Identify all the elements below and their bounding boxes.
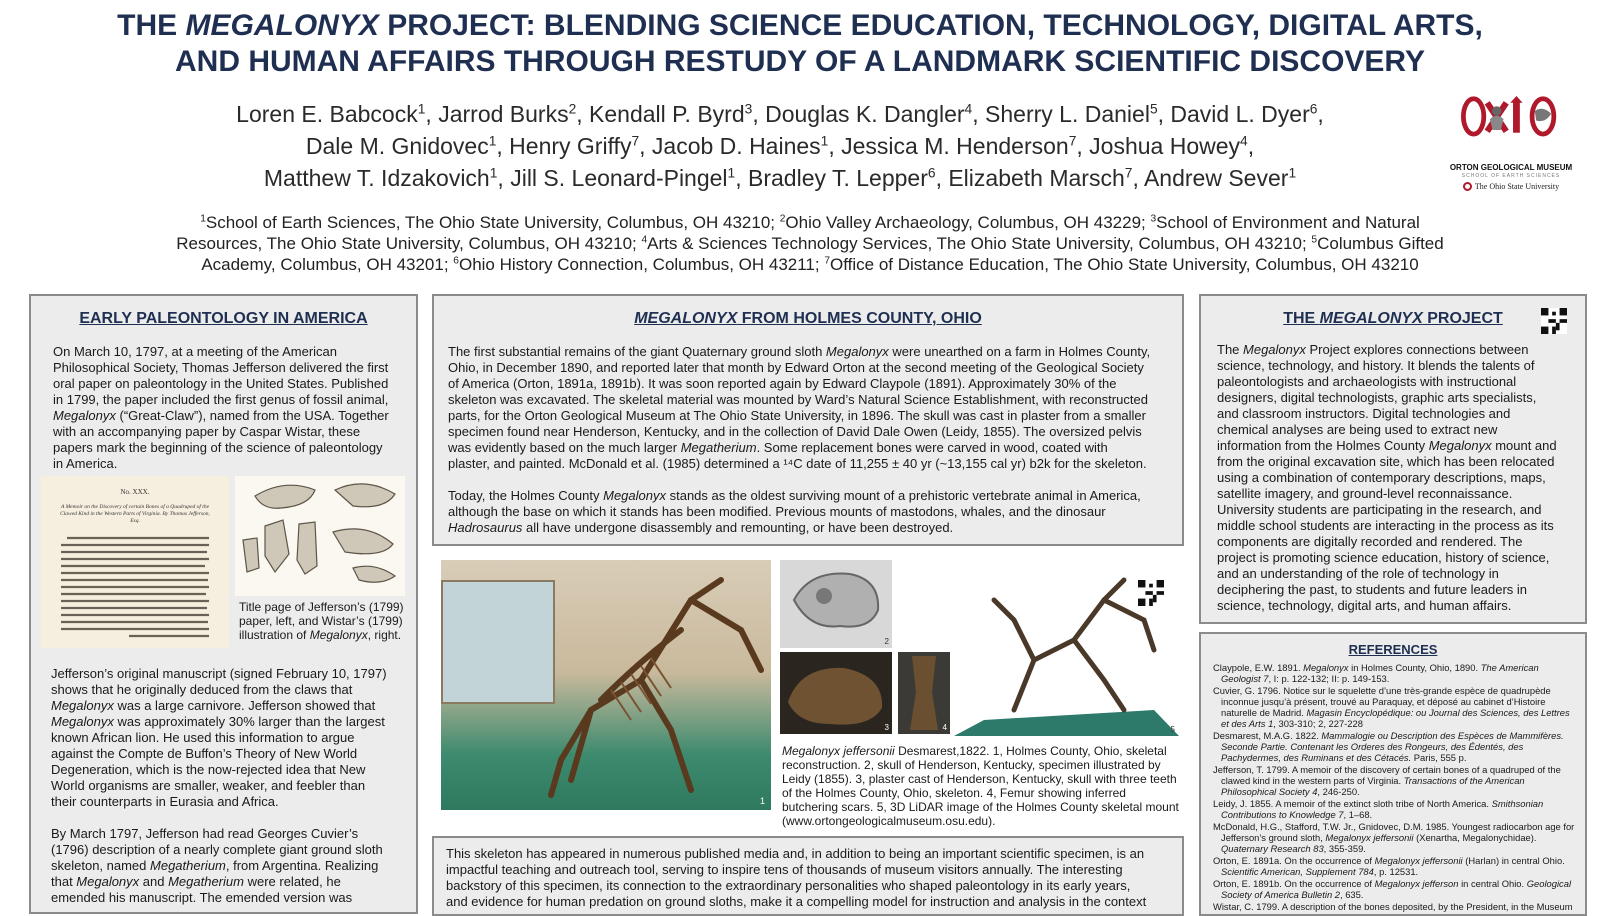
author-affiliation-mark: 7: [1124, 165, 1133, 181]
fig-label-1: 1: [759, 796, 765, 806]
reference-item: [1213, 730, 1578, 763]
middle-p1-text: The first substantial remains of the giant Quaternary ground sloth: [448, 344, 826, 359]
left-p1-line: [53, 376, 389, 392]
left-p2-text: was approximately 30% larger than the largest: [113, 714, 385, 729]
left-paragraph-2: [51, 666, 387, 810]
left-p2-line: [51, 730, 387, 746]
reference-italic: The American Geologist 7: [1221, 662, 1539, 684]
reference-text: Orton, E. 1891b. On the occurrence of: [1213, 878, 1375, 889]
left-p1-line: [53, 344, 389, 360]
left-p3-italic: Megalonyx: [76, 874, 140, 889]
right-p1-line: [1217, 518, 1557, 534]
left-p2-text: against the Compte de Buffon’s Theory of New World: [51, 746, 358, 761]
middle-caption-text: (www.ortongeologicalmuseum.osu.edu).: [782, 814, 996, 828]
middle-bottom-text: backstory of this specimen, its connection to the extraordinary personalities who shaped paleontology in its early years,: [446, 878, 1131, 893]
right-p1-line: [1217, 390, 1557, 406]
references-panel: [1199, 632, 1587, 916]
affiliation-text: School of Environment and Natural: [1156, 213, 1420, 232]
right-p1-text: The: [1217, 342, 1244, 357]
right-p1-text: mount and: [1491, 438, 1557, 453]
reference-text: (Harlan) in central Ohio.: [1462, 855, 1565, 866]
author-affiliation-mark: 3: [744, 101, 753, 117]
left-p2-text: was a large carnivore. Jefferson showed that: [113, 698, 376, 713]
author-affiliation-mark: 1: [488, 133, 497, 149]
left-p2-italic: Megalonyx: [51, 698, 114, 713]
author-name: Sherry L. Daniel: [985, 101, 1150, 127]
references-list: [1213, 662, 1578, 913]
right-p1-text: information from the Holmes County: [1217, 438, 1429, 453]
middle-p2-italic: Megalonyx: [603, 488, 666, 503]
author-affiliation-mark: 1: [727, 165, 736, 181]
right-p1-text: from the original excavation site, which has been relocated: [1217, 454, 1555, 469]
middle-bottom-line: [446, 846, 1146, 862]
right-p1-line: [1217, 550, 1557, 566]
left-p2-text: shows that he originally deduced from the claws that: [51, 682, 353, 697]
right-paragraph: [1217, 342, 1557, 614]
right-p1-line: [1217, 342, 1557, 358]
reference-italic: Megalonyx jefferson: [1374, 878, 1459, 889]
wistar-illustration-image: [235, 476, 405, 596]
left-p3-italic: Megatherium: [168, 874, 244, 889]
left-p3-line: [51, 842, 383, 858]
reference-text: , 635.: [1339, 889, 1364, 900]
reference-text: Orton, E. 1891a. On the occurrence of: [1213, 855, 1375, 866]
orton-museum-logo: [1436, 96, 1586, 164]
affiliation-text: Ohio Valley Archaeology, Columbus, OH 43229;: [785, 213, 1151, 232]
photo-femur: [898, 652, 950, 734]
affiliation-text: School of Earth Sciences, The Ohio State University, Columbus, OH 43210;: [205, 213, 780, 232]
right-p1-line: [1217, 454, 1557, 470]
reference-text: Claypole, E.W. 1891.: [1213, 662, 1304, 673]
middle-p2-text: stands as the oldest surviving mount of a prehistoric vertebrate animal in America,: [666, 488, 1141, 503]
right-p1-line: [1217, 374, 1557, 390]
middle-p2-italic: Hadrosaurus: [448, 520, 523, 535]
left-p1-text: oral paper on paleontology in the United States. Published: [53, 376, 389, 391]
fig-label-4: 4: [942, 723, 947, 732]
fig-label-3: 3: [884, 723, 889, 732]
photo-skull-illustration: [780, 560, 892, 648]
author-name: Jarrod Burks: [438, 101, 569, 127]
middle-bottom-text: and evidence for human predation on ground sloths, make it a compelling model for instruction and analysis in the context: [446, 894, 1147, 909]
middle-p2-text: Today, the Holmes County: [448, 488, 604, 503]
reference-italic: Megalonyx jeffersonii: [1325, 832, 1414, 843]
reference-text: Leidy, J. 1855. A memoir of the extinct sloth tribe of North America.: [1213, 798, 1492, 809]
middle-bottom-line: [446, 894, 1146, 910]
author-name: Douglas K. Dangler: [765, 101, 965, 127]
doc-text-lines: [59, 532, 211, 642]
left-p3-line: [51, 890, 383, 906]
middle-bottom-paragraph: [446, 846, 1146, 910]
reference-text: Paris, 555 p.: [1411, 752, 1467, 763]
affiliation-mark: 4: [641, 234, 648, 246]
middle-p1-line: [448, 456, 1150, 472]
author-name: Matthew T. Idzakovich: [263, 165, 490, 191]
photo-plaster-skull: [780, 652, 892, 734]
middle-p1-text: parts, for the Orton Geological Museum at The Ohio State University, in 1896. The skull was cast in plaster from a smaller: [448, 408, 1146, 423]
reference-text: (Xenartha, Megalonychidae).: [1413, 832, 1537, 843]
right-p1-line: [1217, 358, 1557, 374]
middle-p2-line: [448, 504, 1141, 520]
affiliation-list: [120, 212, 1500, 275]
left-p2-line: [51, 762, 387, 778]
left-panel: [29, 294, 418, 914]
right-p1-text: satellite imagery, and ground-level reconnaissance.: [1217, 486, 1513, 501]
author-name: Jessica M. Henderson: [841, 133, 1069, 159]
fig-label-5: 5: [1170, 725, 1175, 734]
middle-caption-line: [782, 744, 1192, 758]
left-p3-text: were related, he: [243, 874, 341, 889]
left-p2-text: Degeneration, which is the now-rejected idea that New: [51, 762, 366, 777]
right-p1-line: [1217, 534, 1557, 550]
reference-item: [1213, 855, 1578, 877]
middle-p2-text: all have undergone disassembly and remounting, or have been destroyed.: [522, 520, 954, 535]
left-p2-line: [51, 714, 387, 730]
reference-italic: Megalonyx: [1303, 662, 1349, 673]
affiliation-line: [120, 233, 1500, 254]
middle-p1-text: skeleton was excavated. The skeletal material was mounted by Ward’s Natural Science Establishment, with reconstructed: [448, 392, 1148, 407]
right-p1-line: [1217, 438, 1557, 454]
left-p1-line: [53, 360, 389, 376]
author-affiliation-mark: 6: [1309, 101, 1318, 117]
reference-italic: Geological Society of America Bulletin 2: [1221, 878, 1572, 900]
middle-caption-text: of the Holmes County, Ohio, skeleton. 4, Femur showing inferred: [782, 786, 1126, 800]
reference-italic: Quaternary Research 83: [1221, 843, 1324, 854]
author-affiliation-mark: 4: [964, 101, 973, 117]
middle-caption-text: butchering scars. 5, 3D LiDAR image of the Holmes County skeletal mount: [782, 800, 1179, 814]
left-p2-line: [51, 778, 387, 794]
affiliation-mark: 6: [453, 255, 459, 267]
reference-italic: Smithsonian Contributions to Knowledge 7: [1221, 798, 1544, 820]
reference-text: Wistar, C. 1799. A description of the bones deposited, by the President, in the Museum: [1213, 901, 1573, 912]
author-affiliation-mark: 6: [927, 165, 936, 181]
reference-item: [1213, 685, 1578, 729]
right-p1-text: components are digitally recorded and rendered. The: [1217, 534, 1523, 549]
author-line: Dale M. Gnidovec$^1$, Henry Griffy$^7$, Jacob D. Haines$^1$, Jessica M. Henderson$^7$, Joshua Howey$^4$,: [305, 133, 1255, 159]
reference-text: , 355-359.: [1323, 843, 1366, 854]
author-affiliation-mark: 1: [417, 101, 426, 117]
middle-caption-line: [782, 800, 1192, 814]
affiliation-mark: 7: [824, 255, 830, 267]
middle-p1-text: were unearthed on a farm in Holmes County,: [888, 344, 1151, 359]
left-p3-text: (1796) description of a nearly complete giant ground sloth: [51, 842, 383, 857]
left-p2-text: World organisms are smaller, weaker, and feebler than: [51, 778, 366, 793]
right-p1-text: science, technology, and history. It blends the talents of: [1217, 358, 1535, 373]
middle-p1-text: Ohio, in December 1890, and reported later that month by Edward Orton at the second meeting of the Geological Society: [448, 360, 1144, 375]
right-p1-line: [1217, 470, 1557, 486]
reference-italic: Transactions of the American Philosophical Society 4: [1221, 775, 1525, 797]
reference-text: , I: p. 122-132; II: p. 149-153.: [1268, 673, 1390, 684]
middle-caption-line: [782, 786, 1192, 800]
left-p2-text: known African lion. He used this information to argue: [51, 730, 355, 745]
author-affiliation-mark: 1: [1288, 165, 1297, 181]
right-p1-text: middle school students are interacting in the process as its: [1217, 518, 1554, 533]
left-p3-text: emended his manuscript. The emended version was: [51, 890, 353, 905]
middle-p1-text: was evidently based on the much larger: [448, 440, 681, 455]
reference-text: in central Ohio.: [1458, 878, 1527, 889]
middle-p1-text: . Some replacement bones were carved in wood, coated with: [756, 440, 1108, 455]
left-p1-text: papers mark the beginning of the science of paleontology: [53, 440, 383, 455]
author-name: Bradley T. Lepper: [748, 165, 928, 191]
right-p1-text: University students are participating in the research, and: [1217, 502, 1542, 517]
reference-item: [1213, 901, 1578, 912]
right-p1-line: [1217, 486, 1557, 502]
right-panel-heading: THE MEGALONYX PROJECT: [1283, 310, 1503, 327]
right-p1-line: [1217, 502, 1557, 518]
affiliation-mark: 5: [1311, 234, 1318, 246]
reference-italic: Megalonyx jeffersonii: [1374, 855, 1463, 866]
reference-item: [1213, 662, 1578, 684]
left-p1-line: [53, 392, 389, 408]
affiliation-text: Office of Distance Education, The Ohio State University, Columbus, OH 43210: [830, 255, 1419, 274]
author-name: Kendall P. Byrd: [589, 101, 745, 127]
middle-caption-line: [782, 772, 1192, 786]
reference-text: in Holmes County, Ohio, 1890.: [1348, 662, 1481, 673]
author-affiliation-mark: 7: [631, 133, 640, 149]
left-p1-italic: Megalonyx: [53, 408, 116, 423]
middle-caption-italic: Megalonyx jeffersonii: [782, 744, 895, 758]
left-p3-text: that: [51, 874, 77, 889]
middle-paragraph-2: [448, 488, 1141, 536]
author-list: [120, 98, 1440, 194]
author-affiliation-mark: 1: [820, 133, 829, 149]
right-p1-text: project is promoting science education, history of science,: [1217, 550, 1550, 565]
right-p1-line: [1217, 566, 1557, 582]
middle-bottom-text: This skeleton has appeared in numerous published media and, in addition to being an important scientific specimen, is an: [446, 846, 1145, 861]
left-p3-line: [51, 874, 383, 890]
author-name: Jacob D. Haines: [651, 133, 821, 159]
left-paragraph-1: [53, 344, 389, 472]
reference-text: , 246-250.: [1317, 786, 1360, 797]
affiliation-text: Academy, Columbus, OH 43201;: [201, 255, 454, 274]
right-p1-text: science, technology, digital arts, and human affairs.: [1217, 598, 1512, 613]
reference-item: [1213, 878, 1578, 900]
middle-paragraph-1: [448, 344, 1150, 472]
left-p1-text: with an accompanying paper by Caspar Wistar, these: [53, 424, 361, 439]
logo-line-2: SCHOOL OF EARTH SCIENCES: [1461, 173, 1561, 179]
right-p1-text: designers, digital technologists, graphic arts specialists,: [1217, 390, 1537, 405]
affiliation-line: [120, 212, 1500, 233]
right-p1-text: using a combination of contemporary descriptions, maps,: [1217, 470, 1546, 485]
middle-p1-text: plaster, and painted. McDonald et al. (1985) determined a ¹⁴C date of 11,255 ± 40 yr (~13,155 cal yr) b2k for the skeleton.: [448, 456, 1147, 471]
middle-caption-text: Desmarest,1822. 1, Holmes County, Ohio, skeletal: [894, 744, 1167, 758]
qr-code-middle: [1138, 580, 1164, 606]
photo-skeleton-mount: [441, 560, 771, 810]
author-name: Joshua Howey: [1089, 133, 1241, 159]
author-affiliation-mark: 5: [1149, 101, 1158, 117]
reference-item: [1213, 764, 1578, 797]
middle-caption-text: reconstruction. 2, skull of Henderson, Kentucky, specimen illustrated by: [782, 758, 1161, 772]
left-p3-text: and: [139, 874, 169, 889]
reference-text: , 1–68.: [1343, 809, 1373, 820]
reference-text: McDonald, H.G., Stafford, T.W. Jr., Gnidovec, D.M. 1985. Youngest radiocarbon age for Jefferson’s ground sloth,: [1213, 821, 1575, 843]
middle-bottom-panel: [432, 836, 1184, 916]
affiliation-text: Arts & Sciences Technology Services, The Ohio State University, Columbus, OH 43210;: [647, 234, 1312, 253]
reference-text: , 303-310; 2, 227-228: [1273, 718, 1363, 729]
reference-item: [1213, 798, 1578, 820]
middle-p1-line: [448, 360, 1150, 376]
left-p2-line: [51, 698, 387, 714]
jefferson-title-page-image: [41, 476, 229, 648]
reference-text: Cuvier, G. 1796. Notice sur le squelette d’une très-grande espèce de quadrupède inconnue jusqu’à présent, trouvé au Paraquay, et déposé au cabinet d’Histoire naturelle de Madrid.: [1213, 685, 1551, 718]
left-p3-text: skeleton, named: [51, 858, 151, 873]
left-p3-line: [51, 826, 383, 842]
right-p1-line: [1217, 422, 1557, 438]
left-p1-line: [53, 456, 389, 472]
left-figure-caption: Title page of Jefferson’s (1799) paper, left, and Wistar’s (1799) illustration of Megalonyx, right.: [239, 600, 404, 642]
author-name: David L. Dyer: [1170, 101, 1310, 127]
middle-p1-text: specimen found near Henderson, Kentucky, and in the collection of David Dale Owen (Leidy, 1855). The oversized pelvis: [448, 424, 1142, 439]
left-p2-line: [51, 682, 387, 698]
left-p1-text: Philosophical Society, Thomas Jefferson delivered the first: [53, 360, 389, 375]
left-p2-text: Jefferson’s original manuscript (signed February 10, 1797): [51, 666, 387, 681]
author-name: Jill S. Leonard-Pingel: [510, 165, 728, 191]
right-p1-line: [1217, 598, 1557, 614]
author-name: Dale M. Gnidovec: [305, 133, 489, 159]
left-p2-line: [51, 794, 387, 810]
middle-panel: [432, 294, 1184, 546]
middle-p2-line: [448, 488, 1141, 504]
middle-p1-line: [448, 424, 1150, 440]
right-p1-text: and classroom instructors. Digital technologies and: [1217, 406, 1511, 421]
right-p1-italic: Megalonyx: [1428, 438, 1492, 453]
author-line: Loren E. Babcock$^1$, Jarrod Burks$^2$, Kendall P. Byrd$^3$, Douglas K. Dangler$^4$, Sherry L. Daniel$^5$, David L. Dyer$^6$,: [236, 101, 1324, 127]
middle-p1-italic: Megatherium: [680, 440, 757, 455]
left-p3-line: [51, 858, 383, 874]
author-name: Elizabeth Marsch: [948, 165, 1125, 191]
left-paragraph-3: [51, 826, 383, 906]
author-line: Matthew T. Idzakovich$^1$, Jill S. Leonard-Pingel$^1$, Bradley T. Lepper$^6$, Elizabeth Marsch$^7$, Andrew Sever$^1$: [263, 165, 1297, 191]
author-affiliation-mark: 2: [568, 101, 577, 117]
middle-p2-text: although the base on which it stands has been modified. Previous mounts of mastodons, whales, and the dinosaur: [448, 504, 1106, 519]
middle-p1-line: [448, 344, 1150, 360]
left-p1-line: [53, 440, 389, 456]
right-p1-text: chemical analyses are being used to extract new: [1217, 422, 1498, 437]
middle-bottom-line: [446, 862, 1146, 878]
middle-panel-heading: MEGALONYX FROM HOLMES COUNTY, OHIO: [634, 310, 982, 327]
affiliation-text: Columbus Gifted: [1317, 234, 1444, 253]
reference-italic: Magasin Encyclopédique: ou Journal des Sciences, des Lettres et des Arts 1: [1221, 707, 1570, 729]
middle-p1-italic: Megalonyx: [825, 344, 889, 359]
right-p1-line: [1217, 582, 1557, 598]
logo-line-3: The Ohio State University: [1436, 182, 1586, 191]
right-p1-text: Project explores connections between: [1305, 342, 1529, 357]
author-affiliation-mark: 1: [489, 165, 498, 181]
middle-figure-caption: [782, 744, 1192, 828]
doc-number: No. XXX.: [120, 488, 150, 496]
references-heading: REFERENCES: [1348, 642, 1438, 657]
reference-italic: Mammalogie ou Description des Espèces de Mammifères. Seconde Partie. Contenant les Orderes des Rongeurs, des Édentés, des Pachydermes, des Ruminans et des Cétacés.: [1221, 730, 1564, 763]
middle-p1-line: [448, 440, 1150, 456]
right-panel: [1199, 294, 1587, 624]
doc-title: A Memoir on the Discovery of certain Bones of a Quadruped of the Clawed Kind in the Western Parts of Virginia. By Thomas Jefferson, Esq.: [60, 504, 210, 524]
affiliation-text: Resources, The Ohio State University, Columbus, OH 43210;: [176, 234, 642, 253]
middle-caption-text: Leidy (1855). 3, plaster cast of Henderson, Kentucky, skull with three teeth: [782, 772, 1177, 786]
left-p1-text: (“Great-Claw”), named from the USA. Together: [115, 408, 389, 423]
left-p1-line: [53, 408, 389, 424]
claw-bones-drawing: [235, 476, 405, 596]
left-p2-line: [51, 746, 387, 762]
logo-line-1: ORTON GEOLOGICAL MUSEUM: [1449, 163, 1573, 172]
left-p2-line: [51, 666, 387, 682]
author-name: Henry Griffy: [509, 133, 632, 159]
right-p1-text: paleontologists and archaeologists with instructional: [1217, 374, 1517, 389]
reference-text: Jefferson, T. 1799. A memoir of the discovery of certain bones of a quadruped of the clawed kind in the western parts of Virginia.: [1213, 764, 1561, 786]
left-p3-text: By March 1797, Jefferson had read Georges Cuvier’s: [51, 826, 359, 841]
middle-p2-line: [448, 520, 1141, 536]
middle-caption-line: [782, 758, 1192, 772]
left-p2-text: their counterparts in Eurasia and Africa.: [51, 794, 279, 809]
left-p3-text: , from Argentina. Realizing: [225, 858, 379, 873]
left-p3-italic: Megatherium: [150, 858, 226, 873]
author-name: Andrew Sever: [1143, 165, 1289, 191]
poster-title: THE MEGALONYX PROJECT: BLENDING SCIENCE EDUCATION, TECHNOLOGY, DIGITAL ARTS, AND HUMAN AFFAIRS THROUGH RESTUDY OF A LANDMARK SCIENTIFIC DISCOVERY: [117, 9, 1483, 78]
reference-italic: Scientific American, Supplement 784: [1221, 866, 1374, 877]
middle-p1-line: [448, 408, 1150, 424]
left-p2-italic: Megalonyx: [51, 714, 114, 729]
author-affiliation-mark: 7: [1068, 133, 1077, 149]
affiliation-mark: 2: [779, 213, 786, 225]
affiliation-mark: 1: [200, 213, 206, 225]
right-p1-line: [1217, 406, 1557, 422]
middle-p1-text: of America (Orton, 1891a, 1891b). It was soon reported again by Edward Claypole (1891). Approximately 30% of the: [448, 376, 1117, 391]
left-panel-heading: EARLY PALEONTOLOGY IN AMERICA: [79, 310, 368, 327]
left-p1-text: in 1799, the paper included the first genus of fossil animal,: [53, 392, 389, 407]
affiliation-text: Ohio History Connection, Columbus, OH 43211;: [458, 255, 825, 274]
reference-text: , p. 12531.: [1373, 866, 1419, 877]
author-name: Loren E. Babcock: [236, 101, 418, 127]
author-affiliation-mark: 4: [1240, 133, 1248, 149]
qr-code-right: [1541, 308, 1567, 334]
reference-item: [1213, 821, 1578, 854]
right-p1-italic: Megalonyx: [1243, 342, 1306, 357]
affiliation-line: [120, 254, 1500, 275]
left-p1-text: in America.: [53, 456, 118, 471]
middle-bottom-line: [446, 878, 1146, 894]
reference-text: Desmarest, M.A.G. 1822.: [1213, 730, 1322, 741]
right-p1-text: and an understanding of the role of technology in: [1217, 566, 1499, 581]
middle-bottom-text: impactful teaching and outreach tool, serving to inspire tens of thousands of museum visitors annually. The interesting: [446, 862, 1123, 877]
fig-label-2: 2: [884, 637, 889, 646]
left-p1-text: On March 10, 1797, at a meeting of the American: [53, 344, 337, 359]
middle-p1-line: [448, 376, 1150, 392]
middle-p1-line: [448, 392, 1150, 408]
right-p1-text: deciphering the past, to students and future leaders in: [1217, 582, 1528, 597]
middle-caption-line: [782, 814, 1192, 828]
affiliation-mark: 3: [1150, 213, 1157, 225]
left-p1-line: [53, 424, 389, 440]
